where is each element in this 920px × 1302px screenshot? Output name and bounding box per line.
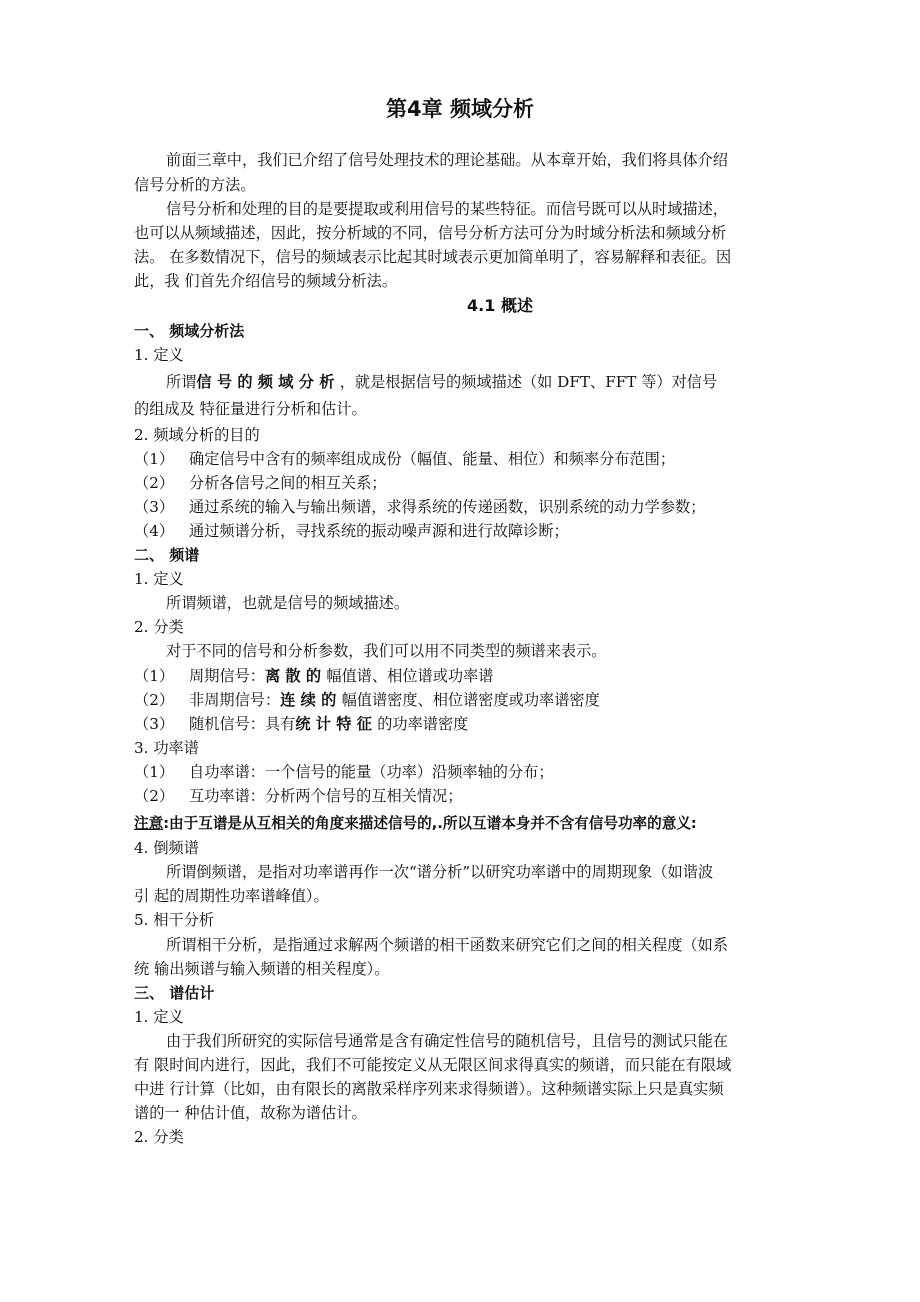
item-number: （2） [134, 691, 175, 709]
intro-p2-line4: 此，我 们首先介绍信号的频域分析法。 [134, 272, 398, 290]
intro-p2-line3: 法。 在多数情况下，信号的频域表示比起其时域表示更加简单明了，容易解释和表征。因 [134, 248, 732, 266]
cepstrum-line2: 引 起的周期性功率谱峰值）。 [134, 887, 329, 905]
item-text: 互功率谱：分析两个信号的互相关情况； [189, 787, 463, 805]
cepstrum-line1: 所谓倒频谱，是指对功率谱再作一次“谱分析”以研究功率谱中的周期现象（如谐波 [166, 863, 714, 881]
item-prefix: 非周期信号： [189, 691, 281, 709]
coherence-label: 5. 相干分析 [134, 911, 215, 929]
s1-definition-line2: 的组成及 特征量进行分析和估计。 [134, 400, 367, 418]
item-suffix: 幅值谱、相位谱或功率谱 [326, 667, 494, 685]
s3-line3: 中进 行计算（比如，由有限长的离散采样序列来求得频谱）。这种频谱实际上只是真实频 [134, 1080, 724, 1098]
item-suffix: 的功率谱密度 [377, 715, 469, 733]
section-title: 4.1 概述 [467, 296, 533, 315]
class-item-random [134, 714, 468, 734]
coherence-line2: 统 输出频谱与输入频谱的相关程度）。 [134, 960, 390, 978]
item-text: 自功率谱：一个信号的能量（功率）沿频率轴的分布； [189, 763, 554, 781]
s3-classification-label: 2. 分类 [134, 1128, 184, 1146]
s3-line2: 有 限时间内进行，因此，我们不可能按定义从无限区间求得真实的频谱，而只能在有限域 [134, 1056, 732, 1074]
purpose-item [134, 521, 569, 541]
item-number: （1） [134, 450, 175, 468]
cepstrum-label: 4. 倒频谱 [134, 839, 199, 857]
item-text: 分析各信号之间的相互关系； [189, 474, 387, 492]
item-number: （3） [134, 498, 175, 516]
purpose-item [134, 473, 386, 493]
intro-p1-line2: 信号分析的方法。 [134, 176, 256, 194]
heading-spectrum: 二、 频谱 [134, 546, 200, 564]
item-bold-term: 统 计 特 征 [295, 715, 378, 733]
item-prefix: 周期信号： [189, 667, 265, 685]
item-number: （1） [134, 763, 175, 781]
s3-definition-label: 1. 定义 [134, 1008, 184, 1026]
note-line [134, 814, 697, 834]
item-text: 通过频谱分析，寻找系统的振动噪声源和进行故障诊断； [189, 522, 569, 540]
purpose-item [134, 449, 675, 469]
s1-definition-line1 [166, 372, 717, 392]
class-item-aperiodic [134, 690, 600, 710]
note-tag: 注意 [134, 815, 164, 832]
item-bold-term: 离 散 的 [264, 667, 327, 685]
s3-line4: 谱的一 种估计值，故称为谱估计。 [134, 1104, 367, 1122]
heading-freq-analysis: 一、 频域分析法 [134, 322, 245, 340]
def-suffix: ，就是根据信号的频域描述（如 DFT、FFT 等）对信号 [339, 373, 718, 391]
def-prefix: 所谓 [166, 373, 197, 391]
power-item-cross [134, 786, 462, 806]
item-number: （2） [134, 474, 175, 492]
s2-definition-text: 所谓频谱，也就是信号的频域描述。 [166, 594, 409, 612]
item-number: （4） [134, 522, 175, 540]
s2-classification-intro: 对于不同的信号和分析参数，我们可以用不同类型的频谱来表示。 [166, 642, 607, 660]
item-number: （3） [134, 715, 175, 733]
intro-p2-line2: 也可以从频域描述，因此，按分析域的不同，信号分析方法可分为时域分析法和频域分析 [134, 224, 727, 242]
heading-spectral-estimation: 三、 谱估计 [134, 984, 215, 1002]
power-spectrum-label: 3. 功率谱 [134, 739, 199, 757]
item-bold-term: 连 续 的 [280, 691, 342, 709]
power-item-auto [134, 762, 554, 782]
purpose-item [134, 497, 705, 517]
chapter-title: 第4章 频域分析 [386, 97, 534, 121]
item-suffix: 幅值谱密度、相位谱密度或功率谱密度 [341, 691, 600, 709]
s1-purpose-label: 2. 频域分析的目的 [134, 426, 260, 444]
item-number: （1） [134, 667, 175, 685]
intro-p2-line1: 信号分析和处理的目的是要提取或利用信号的某些特征。而信号既可以从时域描述， [166, 200, 728, 218]
item-prefix: 随机信号：具有 [189, 715, 296, 733]
coherence-line1: 所谓相干分析，是指通过求解两个频谱的相干函数来研究它们之间的相关程度（如系 [166, 936, 728, 954]
def-bold-term: 信 号 的 频 域 分 析 [196, 373, 340, 391]
class-item-periodic [134, 666, 493, 686]
s3-line1: 由于我们所研究的实际信号通常是含有确定性信号的随机信号，且信号的测试只能在 [166, 1032, 728, 1050]
item-number: （2） [134, 787, 175, 805]
s2-definition-label: 1. 定义 [134, 570, 184, 588]
s2-classification-label: 2. 分类 [134, 618, 184, 636]
s1-definition-label: 1. 定义 [134, 346, 184, 364]
intro-p1-line1: 前面三章中，我们已介绍了信号处理技术的理论基础。从本章开始，我们将具体介绍 [166, 151, 728, 169]
item-text: 确定信号中含有的频率组成成份（幅值、能量、相位）和频率分布范围； [189, 450, 675, 468]
note-text: :由于互谱是从互相关的角度来描述信号的,.所以互谱本身并不含有信号功率的意义: [163, 815, 697, 832]
item-text: 通过系统的输入与输出频谱，求得系统的传递函数，识别系统的动力学参数； [189, 498, 706, 516]
